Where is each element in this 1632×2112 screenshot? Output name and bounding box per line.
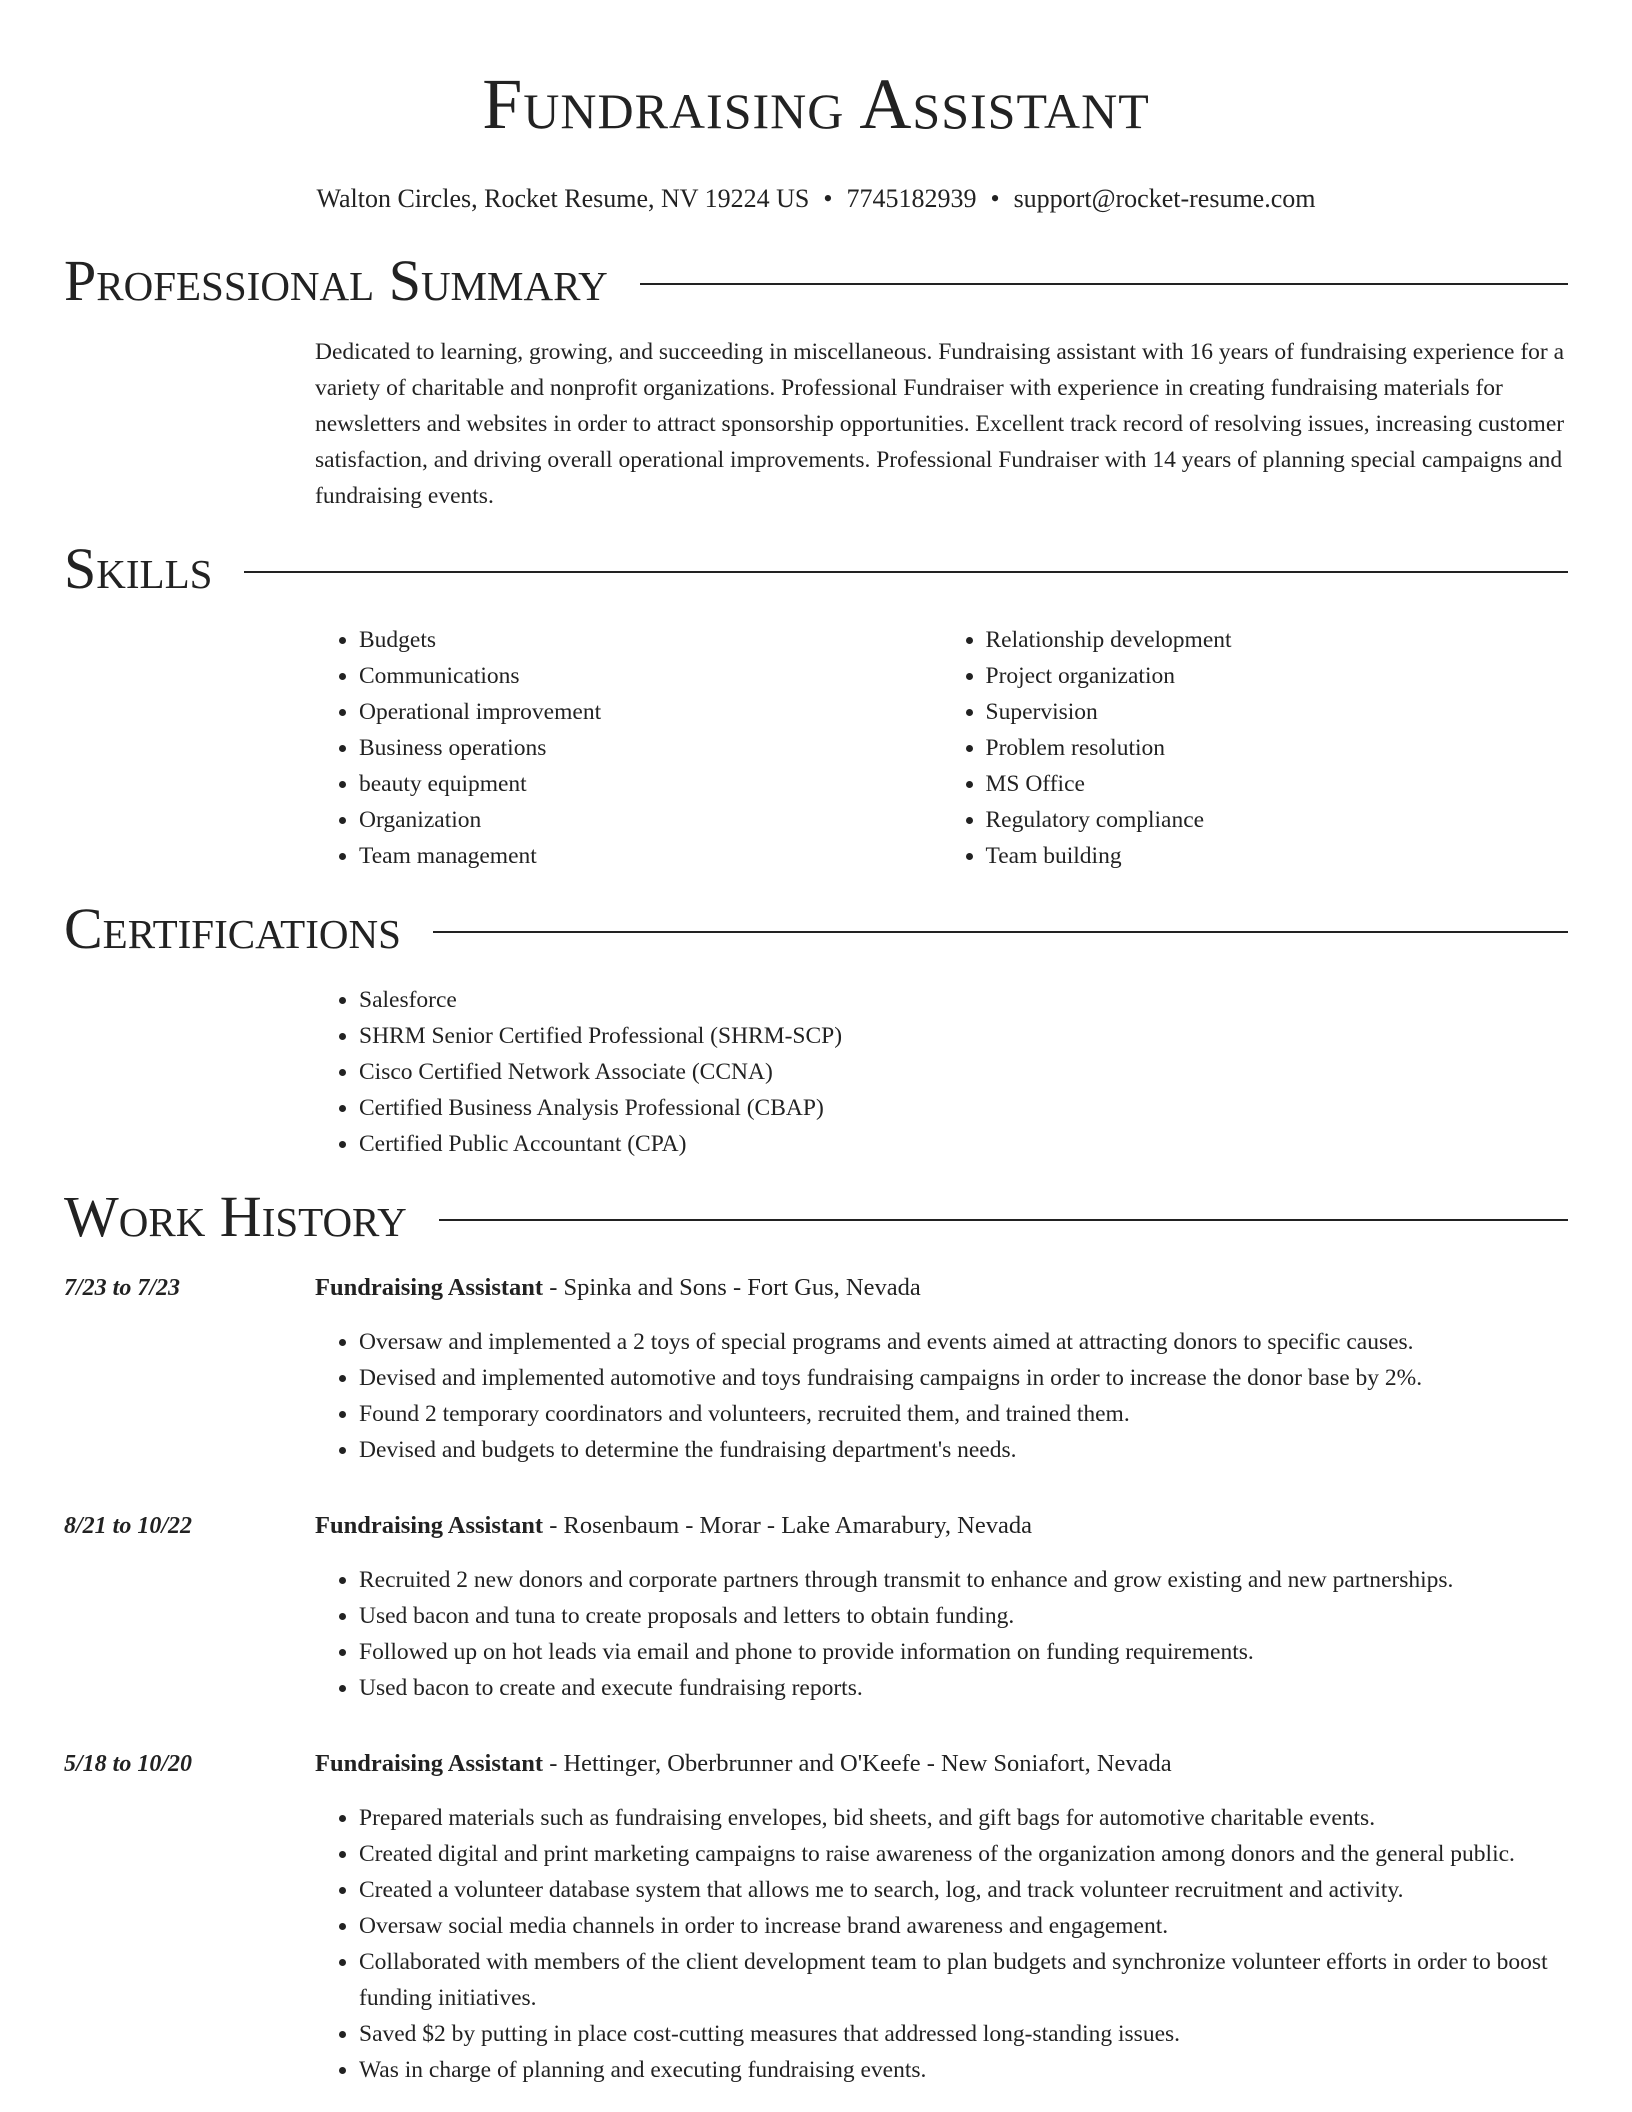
job-bullet: • Created a volunteer database system that allows me to search, log, and track volunteer recruitment and activity. — [359, 1872, 1568, 1908]
certification-item: • Certified Public Accountant (CPA) — [359, 1126, 1568, 1162]
job-bullets — [315, 1562, 1568, 1706]
skill-item: • Team building — [986, 838, 1569, 874]
job-bullet: • Devised and budgets to determine the fundraising department's needs. — [359, 1432, 1568, 1468]
contact-phone: 7745182939 — [846, 184, 977, 213]
skill-item: • Relationship development — [986, 622, 1569, 658]
skill-item: • Budgets — [359, 622, 942, 658]
job-entry — [64, 1508, 1568, 1706]
certification-item: • Salesforce — [359, 982, 1568, 1018]
skills-column-right — [942, 622, 1569, 874]
certifications-section-header — [64, 894, 1568, 964]
job-details — [315, 1508, 1568, 1706]
skill-item: • Supervision — [986, 694, 1569, 730]
job-title: Fundraising Assistant — [315, 1274, 544, 1301]
section-divider — [433, 931, 1568, 933]
skill-item: • Problem resolution — [986, 730, 1569, 766]
skill-item: • Business operations — [359, 730, 942, 766]
section-divider — [244, 571, 1568, 573]
job-bullets — [315, 1800, 1568, 2088]
job-bullet: • Created digital and print marketing campaigns to raise awareness of the organization among donors and the general public. — [359, 1836, 1568, 1872]
job-bullet: • Oversaw social media channels in order to increase brand awareness and engagement. — [359, 1908, 1568, 1944]
contact-address: Walton Circles, Rocket Resume, NV 19224 US — [316, 184, 810, 213]
contact-separator: • — [990, 184, 1000, 213]
section-divider — [640, 283, 1568, 285]
job-bullet: • Saved $2 by putting in place cost-cutting measures that addressed long-standing issues. — [359, 2016, 1568, 2052]
work-history-heading: Work History — [64, 1184, 407, 1249]
skill-item: • Team management — [359, 838, 942, 874]
skill-item: • Operational improvement — [359, 694, 942, 730]
skill-item: • Project organization — [986, 658, 1569, 694]
skills-column-left — [315, 622, 942, 874]
job-company: - Spinka and Sons - Fort Gus, Nevada — [543, 1274, 921, 1301]
job-bullet: • Devised and implemented automotive and toys fundraising campaigns in order to increase the donor base by 2%. — [359, 1360, 1568, 1396]
job-details — [315, 1746, 1568, 2088]
job-dates: 5/18 to 10/20 — [64, 1751, 193, 1777]
summary-section-header — [64, 246, 1568, 316]
certification-item: • SHRM Senior Certified Professional (SHRM-SCP) — [359, 1018, 1568, 1054]
job-bullet: • Oversaw and implemented a 2 toys of special programs and events aimed at attracting donors to specific causes. — [359, 1324, 1568, 1360]
skills-section-header — [64, 534, 1568, 604]
job-bullet: • Followed up on hot leads via email and phone to provide information on funding requirements. — [359, 1634, 1568, 1670]
skill-item: • Regulatory compliance — [986, 802, 1569, 838]
job-bullet: • Used bacon and tuna to create proposals and letters to obtain funding. — [359, 1598, 1568, 1634]
skills-list — [315, 622, 1568, 874]
job-title: Fundraising Assistant — [315, 1512, 544, 1539]
skill-item: • beauty equipment — [359, 766, 942, 802]
job-title-line — [315, 1270, 1568, 1306]
job-bullet: • Found 2 temporary coordinators and volunteers, recruited them, and trained them. — [359, 1396, 1568, 1432]
contact-separator: • — [823, 184, 833, 213]
section-divider — [439, 1219, 1568, 1221]
job-title: Fundraising Assistant — [315, 1750, 544, 1777]
certifications-list — [315, 982, 1568, 1162]
certification-item: • Cisco Certified Network Associate (CCNA) — [359, 1054, 1568, 1090]
job-bullet: • Prepared materials such as fundraising envelopes, bid sheets, and gift bags for automotive charitable events. — [359, 1800, 1568, 1836]
work-history-section-header — [64, 1182, 1568, 1252]
candidate-name: Fundraising Assistant — [482, 64, 1150, 144]
job-bullet: • Collaborated with members of the client development team to plan budgets and synchronize volunteer efforts in order to boost funding initiatives. — [359, 1944, 1568, 2016]
skills-heading: Skills — [64, 536, 213, 601]
summary-text: Dedicated to learning, growing, and succeeding in miscellaneous. Fundraising assistant with 16 years of fundraising experience for a variety of charitable and nonprofit organizations. Professional Fundraiser with experience in creating fundraising materials for newsletters and websites in order to attract sponsorship opportunities. Excellent track record of resolving issues, increasing customer satisfaction, and driving overall operational improvements. Professional Fundraiser with 14 years of planning special campaigns and fundraising events. — [315, 339, 1565, 509]
job-company: - Rosenbaum - Morar - Lake Amarabury, Nevada — [543, 1512, 1032, 1539]
skill-item: • Organization — [359, 802, 942, 838]
job-bullets — [315, 1324, 1568, 1468]
job-dates: 8/21 to 10/22 — [64, 1513, 193, 1539]
job-title-line — [315, 1746, 1568, 1782]
job-company: - Hettinger, Oberbrunner and O'Keefe - New Soniafort, Nevada — [543, 1750, 1172, 1777]
job-title-line — [315, 1508, 1568, 1544]
contact-email: support@rocket-resume.com — [1013, 184, 1316, 213]
job-bullet: • Recruited 2 new donors and corporate partners through transmit to enhance and grow existing and new partnerships. — [359, 1562, 1568, 1598]
skill-item: • Communications — [359, 658, 942, 694]
job-dates: 7/23 to 7/23 — [64, 1275, 181, 1301]
job-details — [315, 1270, 1568, 1468]
summary-heading: Professional Summary — [64, 248, 608, 313]
skill-item: • MS Office — [986, 766, 1569, 802]
certification-item: • Certified Business Analysis Professional (CBAP) — [359, 1090, 1568, 1126]
job-entry — [64, 1270, 1568, 1468]
job-entry — [64, 1746, 1568, 2088]
job-bullet: • Was in charge of planning and executing fundraising events. — [359, 2052, 1568, 2088]
contact-line — [64, 182, 1568, 216]
certifications-heading: Certifications — [64, 896, 401, 961]
job-bullet: • Used bacon to create and execute fundraising reports. — [359, 1670, 1568, 1706]
